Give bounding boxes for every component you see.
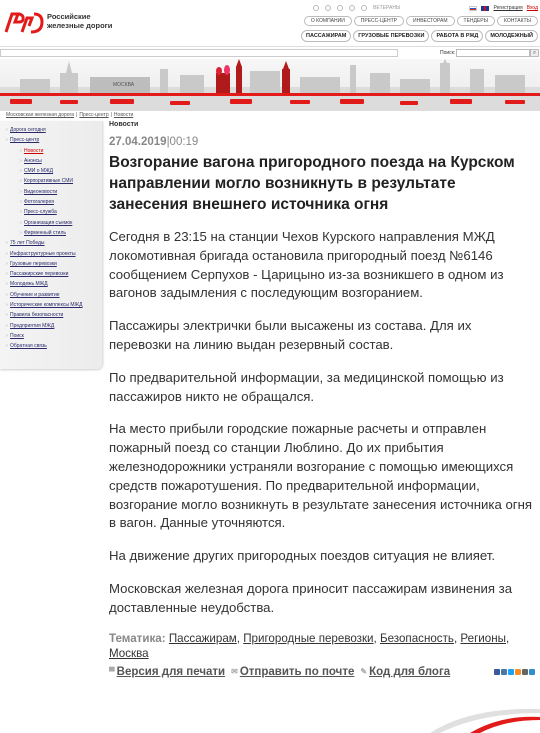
share-icon[interactable] — [515, 669, 521, 675]
banner-city-label: МОСКВА — [113, 82, 135, 88]
tag-safety[interactable]: Безопасность — [379, 631, 454, 645]
nav-tenders[interactable]: ТЕНДЕРЫ — [457, 16, 495, 26]
mail-icon[interactable] — [337, 5, 343, 11]
article-tags: Тематика: Пассажирам, Пригородные перевозки, Безопасность, Регионы, Москва — [109, 631, 510, 661]
sidebar-item[interactable]: › Грузовые перевозки — [10, 259, 102, 269]
envelope-icon: ✉ — [231, 667, 238, 677]
search-icon[interactable]: ⌕ — [530, 49, 539, 57]
skyline-illustration-icon — [0, 59, 540, 111]
sidebar-item[interactable]: › Обратная связь — [10, 341, 102, 351]
sidebar-item[interactable]: › Пассажирские перевозки — [10, 269, 102, 279]
article-paragraph: На место прибыли городские пожарные расчеты и отправлен пожарный поезд со станции Люблино. До их прибытия железнодорожники устраняли возгорание с помощью имеющихся средств пожаротушения. По предварительной информации, возгорание могло возникнуть в результате занесения источника огня в вагон. Данные уточняются. — [109, 421, 533, 531]
tags-label: Тематика: — [109, 631, 166, 645]
sidebar-item[interactable]: › Пресс-центр — [10, 135, 102, 145]
article-paragraph: Московская железная дорога приносит пассажирам извинения за доставленные неудобства. — [109, 580, 513, 615]
footer-swoosh-icon — [400, 705, 540, 733]
share-icon[interactable] — [522, 669, 528, 675]
register-link[interactable]: Регистрация — [493, 5, 523, 11]
print-link[interactable]: Версия для печати — [116, 665, 226, 678]
url-field[interactable] — [0, 49, 398, 57]
sidebar-item[interactable]: › Корпоративные СМИ — [10, 176, 102, 186]
sitemap-icon[interactable] — [349, 5, 355, 11]
blog-link[interactable]: Код для блога — [369, 665, 451, 678]
nav-press-center[interactable]: ПРЕСС-ЦЕНТР — [354, 16, 404, 26]
sidebar-item[interactable]: › Исторические комплексы МЖД — [10, 300, 102, 310]
pencil-icon: ✎ — [360, 667, 368, 677]
english-flag-icon[interactable] — [481, 6, 489, 11]
search-label: Поиск: — [440, 50, 456, 56]
logo-text: Российские железные дороги — [47, 12, 113, 30]
share-icon[interactable] — [494, 669, 500, 675]
map-icon[interactable] — [325, 5, 331, 11]
search-bar — [0, 46, 540, 58]
search-input[interactable] — [456, 49, 530, 57]
sidebar-item[interactable]: › СМИ о МЖД — [10, 166, 102, 176]
sidebar-item[interactable]: › Инфраструктурные проекты — [10, 249, 102, 259]
sidebar-item[interactable]: › 75 лет Победы — [10, 238, 102, 248]
rss-icon[interactable] — [361, 5, 367, 11]
sidebar-menu — [0, 121, 102, 352]
sidebar-item[interactable]: › Предприятия МЖД — [10, 321, 102, 331]
nav-freight[interactable]: ГРУЗОВЫЕ ПЕРЕВОЗКИ — [353, 30, 429, 42]
tag-moscow[interactable]: Москва — [109, 647, 149, 661]
nav-about[interactable]: О КОМПАНИИ — [304, 16, 352, 26]
sidebar-item[interactable]: › Новости — [10, 146, 102, 156]
share-buttons — [494, 669, 535, 675]
article-date: 27.04.2019 — [109, 136, 167, 148]
moscow-skyline-banner — [0, 59, 540, 111]
sidebar — [0, 121, 103, 369]
print-action[interactable] — [109, 666, 225, 678]
article-time: |00:19 — [166, 136, 199, 148]
sidebar-item[interactable]: › Поиск — [10, 331, 102, 341]
tag-regions[interactable]: Регионы — [460, 631, 506, 645]
accessibility-icon[interactable] — [313, 5, 319, 11]
tag-suburban[interactable]: Пригородные перевозки — [243, 631, 374, 645]
sidebar-item[interactable]: › Правила безопасности — [10, 310, 102, 320]
sidebar-item[interactable]: › Молодежь МЖД — [10, 279, 102, 289]
sidebar-item[interactable]: › Фирменный стиль — [10, 228, 102, 238]
blog-action[interactable] — [360, 666, 450, 678]
nav-passengers[interactable]: ПАССАЖИРАМ — [301, 30, 351, 42]
sidebar-item[interactable]: › Фотогалерея — [10, 197, 102, 207]
printer-icon: ▀ — [109, 667, 115, 677]
sidebar-item[interactable]: › Видеоновости — [10, 187, 102, 197]
veterans-link[interactable]: ВЕТЕРАНЫ — [373, 5, 401, 11]
sidebar-item[interactable]: › Анонсы — [10, 156, 102, 166]
breadcrumb — [6, 112, 133, 118]
breadcrumb-separator: | — [76, 112, 78, 118]
sidebar-item[interactable]: › Пресс-служба — [10, 207, 102, 217]
breadcrumb-press-center[interactable]: Пресс-центр — [79, 112, 109, 118]
login-link[interactable]: Вход — [526, 5, 538, 11]
article-paragraph: По предварительной информации, за медицинской помощью из пассажиров никто не обращался. — [109, 369, 504, 404]
secondary-nav — [301, 30, 538, 42]
breadcrumb-news[interactable]: Новости — [113, 112, 134, 118]
nav-youth[interactable]: МОЛОДЕЖНЫЙ — [485, 30, 538, 42]
breadcrumb-mzd[interactable]: Московская железная дорога — [6, 112, 75, 118]
nav-contacts[interactable]: КОНТАКТЫ — [497, 16, 538, 26]
share-icon[interactable] — [529, 669, 535, 675]
section-label: Новости — [109, 121, 139, 128]
top-icon-bar — [313, 5, 400, 11]
rzd-logo-mark-icon — [4, 8, 44, 34]
sidebar-item[interactable]: › Обучение и развитие — [10, 290, 102, 300]
nav-investors[interactable]: ИНВЕСТОРАМ — [406, 16, 455, 26]
article-paragraph: На движение других пригородных поездов ситуация не влияет. — [109, 548, 496, 564]
sidebar-item[interactable]: › Организация съемок — [10, 218, 102, 228]
russian-flag-icon[interactable] — [469, 6, 477, 11]
mail-link[interactable]: Отправить по почте — [239, 665, 355, 678]
article — [109, 121, 537, 678]
sidebar-item[interactable]: › Дорога сегодня — [10, 125, 102, 135]
tag-passengers[interactable]: Пассажирам — [168, 631, 237, 645]
top-user-bar — [469, 5, 538, 11]
article-actions — [109, 666, 537, 678]
share-icon[interactable] — [508, 669, 514, 675]
article-paragraph: Пассажиры электрички были высажены из состава. Для их перевозки на линию выдан резервный состав. — [109, 318, 472, 352]
share-icon[interactable] — [501, 669, 507, 675]
rzd-logo[interactable] — [4, 8, 117, 34]
article-paragraph: Сегодня в 23:15 на станции Чехов Курского направления МЖД локомотивная бригада остановила пригородный поезд №6146 сообщением Серпухов - Царицыно из-за возникшего в одном из вагонов задымления с последующим возгоранием. — [109, 229, 504, 301]
mail-action[interactable] — [231, 666, 354, 678]
breadcrumb-separator: | — [110, 112, 112, 118]
primary-nav — [304, 16, 538, 26]
nav-careers[interactable]: РАБОТА В РЖД — [431, 30, 483, 42]
article-title: Возгорание вагона пригородного поезда на Курском направлении могло возникнуть в результате занесения внешнего источника огня — [109, 154, 515, 213]
article-datetime — [109, 136, 537, 148]
site-header — [0, 0, 540, 46]
